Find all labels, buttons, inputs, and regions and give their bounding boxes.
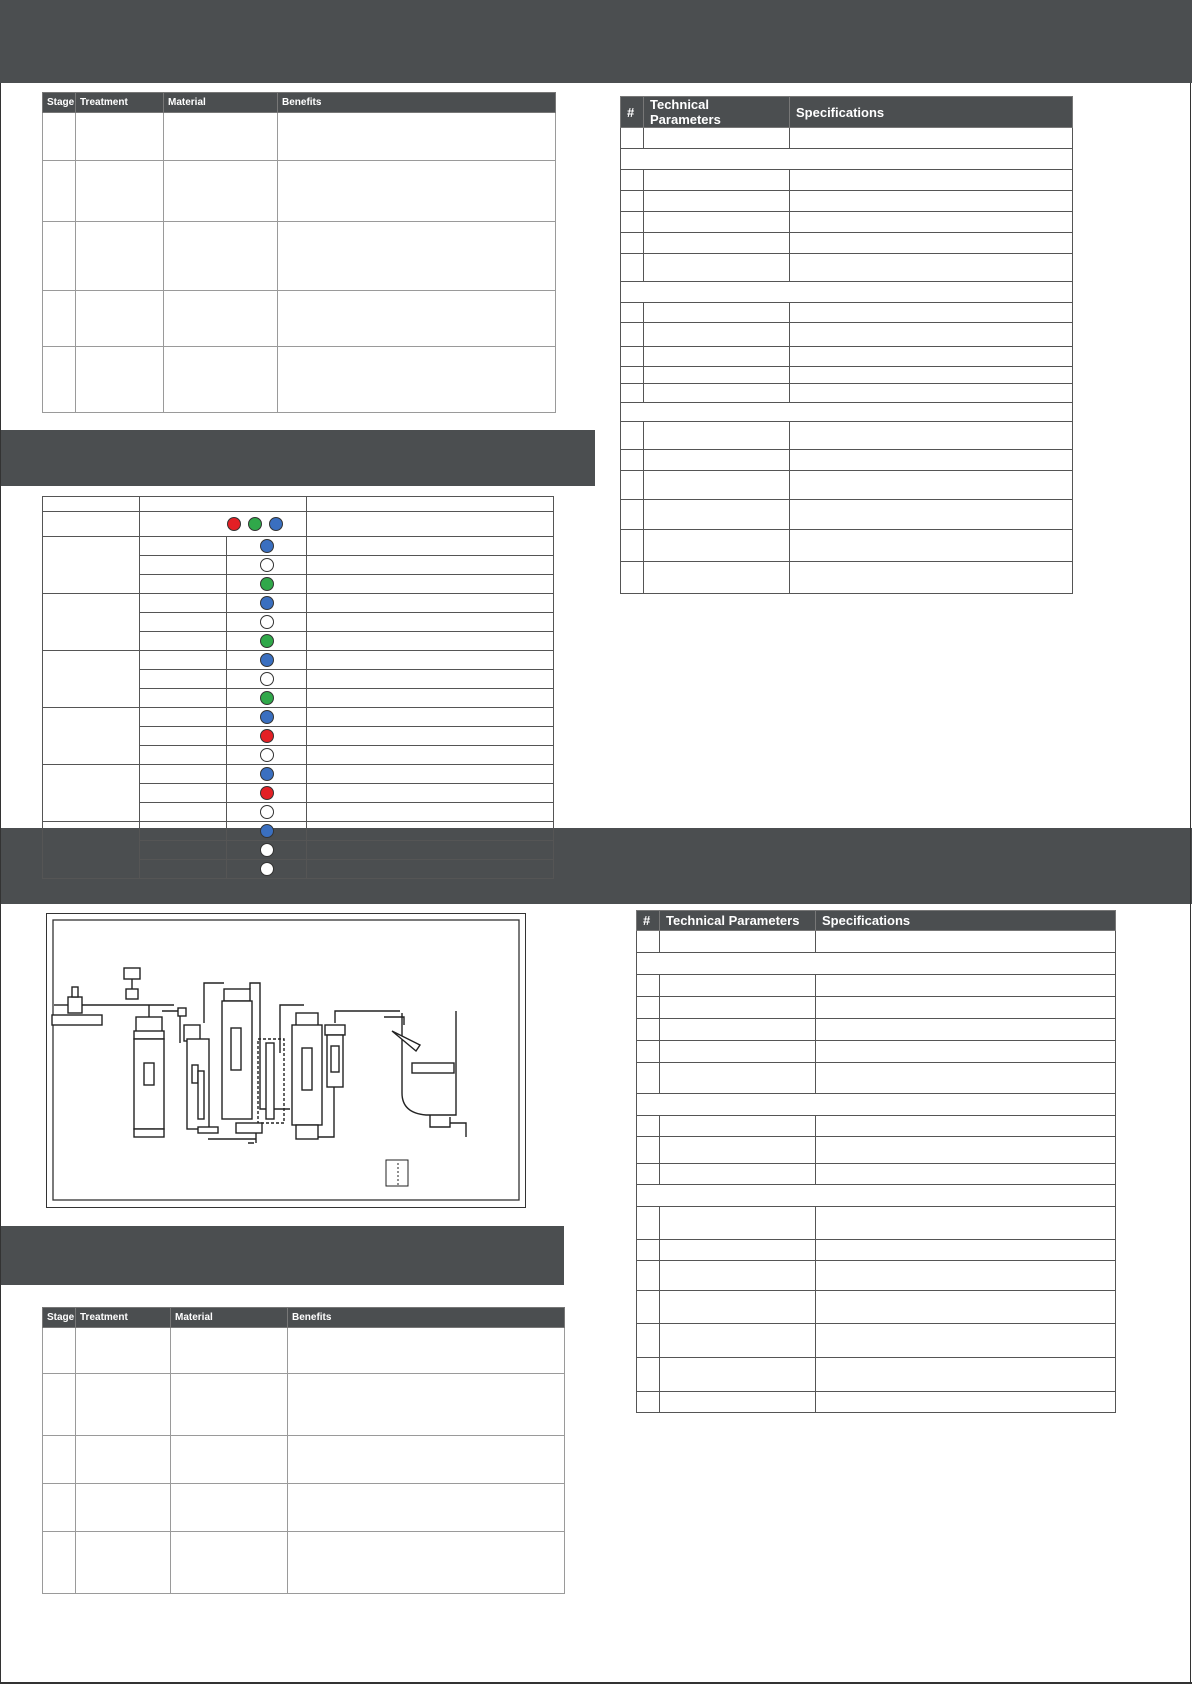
table-row	[621, 233, 1073, 254]
stage-header: Stage	[43, 1308, 76, 1328]
green-dot-icon	[260, 691, 274, 705]
red-dot-icon	[260, 786, 274, 800]
specifications-header: Specifications	[816, 911, 1116, 931]
blue-dot-icon	[260, 539, 274, 553]
benefits-header: Benefits	[288, 1308, 565, 1328]
page-right-border	[1190, 83, 1191, 1683]
white-dot-icon	[260, 748, 274, 762]
color-test-table	[42, 496, 554, 879]
stage-table-header-row	[43, 1308, 565, 1328]
table-row	[621, 450, 1073, 471]
green-dot-icon	[248, 517, 262, 531]
white-dot-icon	[260, 615, 274, 629]
table-row	[637, 931, 1116, 953]
table-row	[43, 113, 556, 161]
table-row	[43, 1532, 565, 1594]
technical-parameters-header: Technical Parameters	[644, 97, 790, 128]
table-row	[621, 347, 1073, 367]
white-dot-icon	[260, 843, 274, 857]
table-row	[43, 1328, 565, 1374]
blue-dot-icon	[260, 824, 274, 838]
table-row	[621, 530, 1073, 562]
white-dot-icon	[260, 672, 274, 686]
treatment-header: Treatment	[76, 1308, 171, 1328]
white-dot-icon	[260, 862, 274, 876]
stage-header: Stage	[43, 93, 76, 113]
group-row	[621, 403, 1073, 422]
color-test-row	[43, 708, 554, 727]
table-row	[637, 1392, 1116, 1413]
stage-table-header-row	[43, 93, 556, 113]
group-row	[637, 953, 1116, 975]
water-purifier-flow-diagram	[46, 913, 526, 1208]
table-row	[637, 1019, 1116, 1041]
benefits-header: Benefits	[278, 93, 556, 113]
blue-dot-icon	[260, 767, 274, 781]
table-row	[621, 422, 1073, 450]
table-row	[637, 1261, 1116, 1291]
table-row	[43, 222, 556, 291]
stage-table-top	[42, 92, 556, 413]
color-test-section-band	[0, 430, 595, 486]
red-dot-icon	[260, 729, 274, 743]
table-row	[637, 1324, 1116, 1358]
table-row	[637, 1116, 1116, 1137]
material-header: Material	[164, 93, 278, 113]
specifications-header: Specifications	[790, 97, 1073, 128]
red-dot-icon	[227, 517, 241, 531]
table-row	[621, 471, 1073, 500]
table-row	[621, 303, 1073, 323]
color-table-header-row	[43, 497, 554, 512]
number-header: #	[621, 97, 644, 128]
white-dot-icon	[260, 805, 274, 819]
color-test-row	[43, 822, 554, 841]
table-row	[621, 384, 1073, 403]
table-row	[621, 254, 1073, 282]
group-row	[637, 1185, 1116, 1207]
table-row	[637, 997, 1116, 1019]
group-row	[621, 282, 1073, 303]
table-row	[43, 161, 556, 222]
material-header: Material	[171, 1308, 288, 1328]
blue-dot-icon	[260, 596, 274, 610]
blue-dot-icon	[260, 653, 274, 667]
table-row	[621, 562, 1073, 594]
color-test-row	[43, 594, 554, 613]
table-row	[43, 1484, 565, 1532]
spec-table-top	[620, 96, 1073, 594]
table-row	[43, 1374, 565, 1436]
treatment-header: Treatment	[76, 93, 164, 113]
green-dot-icon	[260, 577, 274, 591]
page-left-border	[0, 83, 1, 1683]
green-dot-icon	[260, 634, 274, 648]
table-row	[43, 347, 556, 413]
table-row	[637, 1291, 1116, 1324]
table-row	[637, 1164, 1116, 1185]
table-row	[637, 1240, 1116, 1261]
page-bottom-border	[0, 1682, 1192, 1684]
stage-table-bottom	[42, 1307, 565, 1594]
table-row	[637, 975, 1116, 997]
table-row	[621, 170, 1073, 191]
bottom-stage-section-band	[0, 1226, 564, 1285]
table-row	[621, 500, 1073, 530]
table-row	[43, 1436, 565, 1484]
color-test-row	[43, 651, 554, 670]
color-test-row	[43, 765, 554, 784]
table-row	[637, 1207, 1116, 1240]
table-row	[637, 1358, 1116, 1392]
table-row	[621, 128, 1073, 149]
blue-dot-icon	[269, 517, 283, 531]
table-row	[637, 1041, 1116, 1063]
table-row	[621, 323, 1073, 347]
spec-table-header-row	[637, 911, 1116, 931]
table-row	[621, 191, 1073, 212]
top-header-band	[0, 0, 1192, 83]
table-row	[621, 212, 1073, 233]
blue-dot-icon	[260, 710, 274, 724]
number-header: #	[637, 911, 660, 931]
spec-table-bottom	[636, 910, 1116, 1413]
table-row	[637, 1063, 1116, 1094]
technical-parameters-header: Technical Parameters	[660, 911, 816, 931]
color-test-row	[43, 537, 554, 556]
table-row	[621, 367, 1073, 384]
color-reference-row	[43, 512, 554, 537]
table-row	[43, 291, 556, 347]
white-dot-icon	[260, 558, 274, 572]
table-row	[637, 1137, 1116, 1164]
spec-table-header-row	[621, 97, 1073, 128]
group-row	[637, 1094, 1116, 1116]
group-row	[621, 149, 1073, 170]
